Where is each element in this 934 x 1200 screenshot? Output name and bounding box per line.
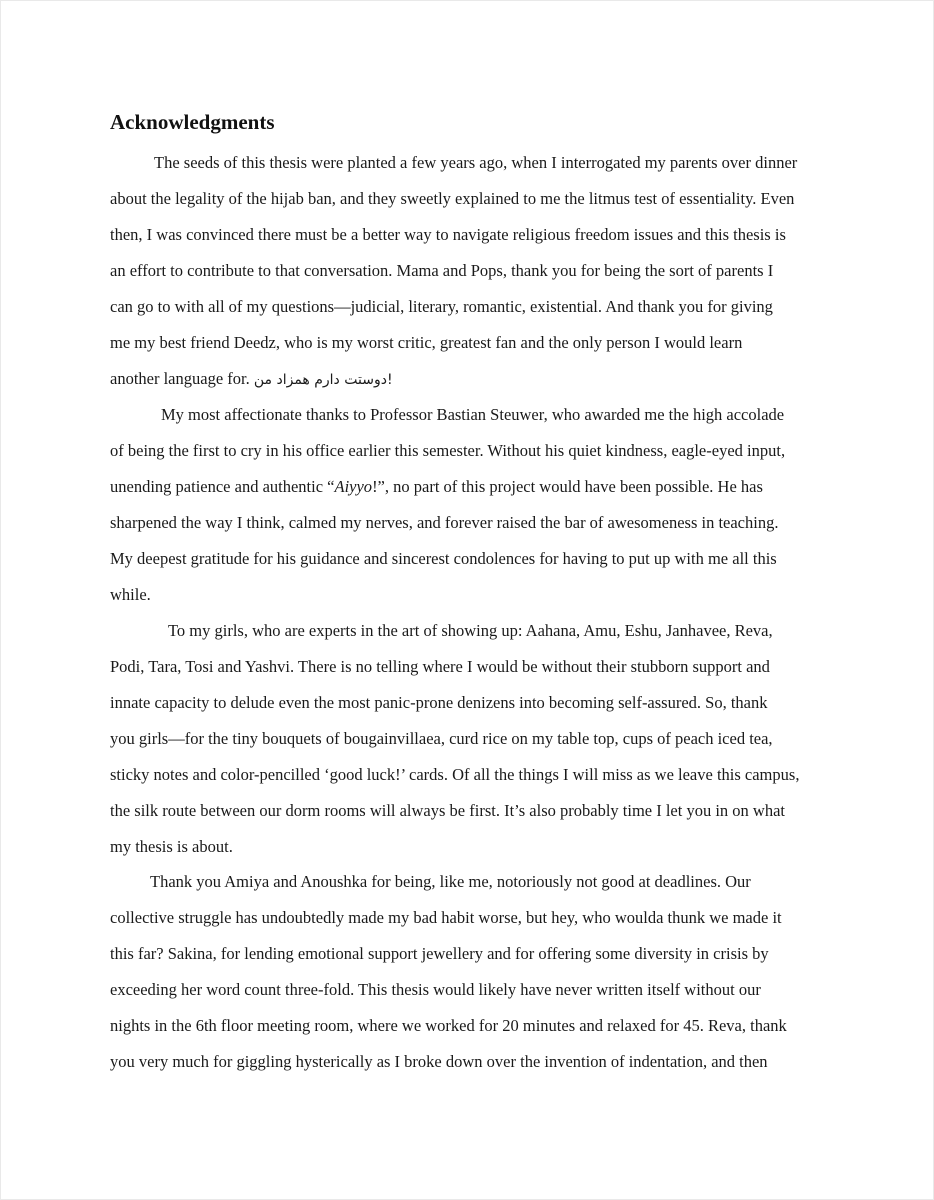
paragraph-line: of being the first to cry in his office earlier this semester. Without his quiet kindness, eagle-eyed input, (110, 441, 786, 460)
emphasis-text: Aiyyo (334, 477, 373, 496)
paragraph-text: another language for. (110, 369, 250, 388)
paragraph-line: you girls—for the tiny bouquets of bougainvillaea, curd rice on my table top, cups of peach iced tea, (110, 729, 773, 748)
paragraph-line: sticky notes and color-pencilled ‘good luck!’ cards. Of all the things I will miss as we leave this campus, (110, 765, 800, 784)
paragraph-line: my thesis is about. (110, 837, 233, 856)
paragraph-line: collective struggle has undoubtedly made my bad habit worse, but hey, who woulda thunk we made it (110, 908, 782, 927)
paragraph-line: an effort to contribute to that conversation. Mama and Pops, thank you for being the sort of parents I (110, 261, 774, 280)
paragraph-line: The seeds of this thesis were planted a few years ago, when I interrogated my parents over dinner (154, 153, 798, 172)
paragraph-line: me my best friend Deedz, who is my worst critic, greatest fan and the only person I would learn (110, 333, 743, 352)
paragraph-line: the silk route between our dorm rooms will always be first. It’s also probably time I let you in on what (110, 801, 785, 820)
paragraph-line: sharpened the way I think, calmed my nerves, and forever raised the bar of awesomeness in teaching. (110, 513, 779, 532)
paragraph-line: innate capacity to delude even the most panic-prone denizens into becoming self-assured. So, thank (110, 693, 768, 712)
paragraph-line: while. (110, 585, 151, 604)
paragraph-text: !”, no part of this project would have been possible. He has (372, 477, 763, 496)
paragraph-line: you very much for giggling hysterically as I broke down over the invention of indentation, and then (110, 1052, 768, 1071)
paragraph-line: Thank you Amiya and Anoushka for being, like me, notoriously not good at deadlines. Our (150, 872, 751, 891)
paragraph-line (110, 369, 393, 390)
paragraph-line: My deepest gratitude for his guidance and sincerest condolences for having to put up with me all this (110, 549, 777, 568)
paragraph-line: can go to with all of my questions—judicial, literary, romantic, existential. And thank you for giving (110, 297, 773, 316)
farsi-phrase: !دوستت دارم همزاد من (253, 372, 393, 388)
paragraph-line: Podi, Tara, Tosi and Yashvi. There is no telling where I would be without their stubborn support and (110, 657, 770, 676)
paragraph-line: then, I was convinced there must be a better way to navigate religious freedom issues and this thesis is (110, 225, 786, 244)
paragraph-line: about the legality of the hijab ban, and they sweetly explained to me the litmus test of essentiality. Even (110, 189, 795, 208)
paragraph-line: this far? Sakina, for lending emotional support jewellery and for offering some diversity in crisis by (110, 944, 769, 963)
paragraph-line: To my girls, who are experts in the art of showing up: Aahana, Amu, Eshu, Janhavee, Reva, (168, 621, 773, 640)
paragraph-line (110, 477, 763, 497)
paragraph-line: nights in the 6th floor meeting room, where we worked for 20 minutes and relaxed for 45. Reva, thank (110, 1016, 787, 1035)
page-title: Acknowledgments (110, 110, 275, 134)
paragraph-line: exceeding her word count three-fold. This thesis would likely have never written itself without our (110, 980, 761, 999)
paragraph-line: My most affectionate thanks to Professor Bastian Steuwer, who awarded me the high accolade (161, 405, 785, 424)
paragraph-text: unending patience and authentic “ (110, 477, 335, 496)
